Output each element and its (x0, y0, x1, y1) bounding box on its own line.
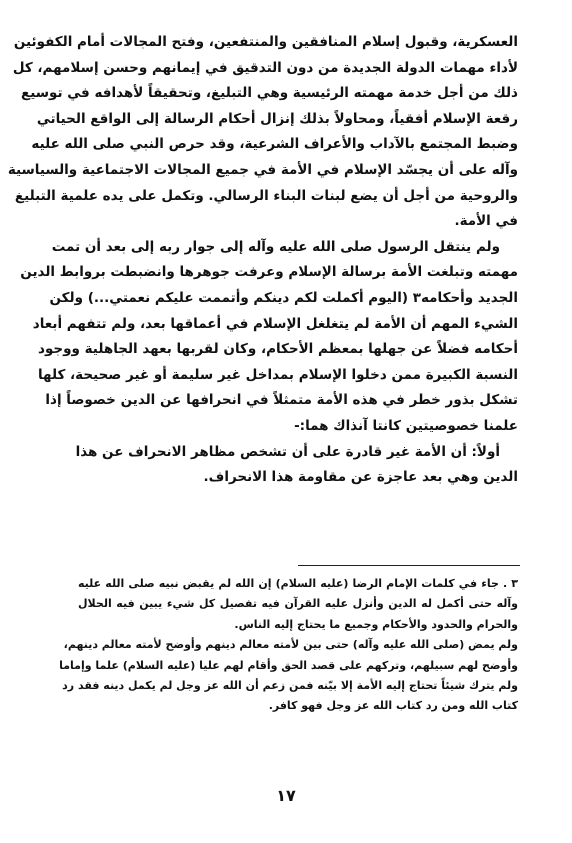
body-line: الشيء المهم أن الأمة لم يتغلغل الإسلام في أعماقها بعد، ولم تتفهم أبعاد (32, 315, 518, 332)
body-line: الجديد وأحكامه٣ (اليوم أكملت لكم دينكم وأتممت عليكم نعمتي...) ولكن (49, 289, 518, 306)
body-line: ولم ينتقل الرسول صلى الله عليه وآله إلى جوار ربه إلى بعد أن تمت (51, 238, 500, 255)
body-line: وآله على أن يجسّد الإسلام في الأمة في جميع المجالات الاجتماعية والسياسية (7, 161, 518, 178)
body-line: رقعة الإسلام أفقياً، ومحاولاً بذلك إنزال أحكام الرسالة إلى الواقع الحياتي (36, 110, 518, 127)
footnote-line: وآله حتى أكمل له الدين وأنزل عليه القرآن فيه تفصيل كل شيء يبين فيه الحلال (78, 597, 518, 611)
footnote-line: ٣ . جاء في كلمات الإمام الرضا (عليه السلام) إن الله لم يقبض نبيه صلى الله عليه (78, 577, 518, 590)
body-line: ذلك من أجل خدمة مهمته الرئيسية وهي التبليغ، وتحقيقاً لأهدافه في توسيع (21, 85, 518, 102)
body-line: في الأمة. (454, 213, 518, 230)
body-line: تشكل بذور خطر في هذه الأمة متمثلاً في انحرافها عن الدين خصوصاً إذا (45, 392, 518, 409)
body-line: لأداء مهمات الدولة الجديدة من دون التدقيق في إيمانهم وحسن إسلامهم، كل (12, 59, 518, 76)
body-line: الدين وهي بعد عاجزة عن مقاومة هذا الانحراف. (203, 469, 518, 486)
footnote-divider (298, 565, 520, 566)
footnote-line: والحرام والحدود والأحكام وجميع ما يحتاج إليه الناس. (234, 617, 518, 631)
main-text-block (7, 30, 518, 491)
footnote-line: وأوضح لهم سبيلهم، وتركهم على قصد الحق وأقام لهم عليا (عليه السلام) علما وإماما (59, 658, 518, 672)
body-line: والروحية من أجل أن يضع لبنات البناء الرسالي. وتكمل على يده علمية التبليغ (14, 187, 518, 204)
body-line: علمنا خصوصيتين كانتا آنذاك هما:- (294, 417, 518, 434)
body-line: أولاً: أن الأمة غير قادرة على أن تشخص مظاهر الانحراف عن هذا (75, 443, 500, 460)
body-line: مهمته وتبلغت الأمة برسالة الإسلام وعرفت جوهرها وانضبطت بروابط الدين (20, 264, 518, 281)
footnote-line: ولم يترك شيئاً تحتاج إليه الأمة إلا بيّنه فمن زعم أن الله عز وجل لم يكمل دينه فقد رد (62, 679, 518, 693)
body-line: النسبة الكبيرة ممن دخلوا الإسلام بمداخل غير سليمة أو غير صحيحة، كلها (37, 366, 518, 383)
page-number: ١٧ (276, 786, 296, 805)
footnotes-block (59, 574, 518, 717)
footnote-line: كتاب الله ومن رد كتاب الله عز وجل فهو كافر. (268, 699, 518, 713)
body-line: أحكامه فضلاً عن جهلها بمعظم الأحكام، وكان لقربها بعهد الجاهلية ووجود (38, 341, 518, 358)
body-line: وضبط المجتمع بالآداب والأعراف الشرعية، وقد حرص النبي صلى الله عليه (31, 136, 518, 153)
footnote-line: ولم يمض (صلى الله عليه وآله) حتى بين لأمته معالم دينهم وأوضح لأمته معالم دينهم، (63, 638, 518, 652)
body-line: العسكرية، وقبول إسلام المنافقين والمنتفعين، وفتح المجالات أمام الكفوئين (13, 34, 518, 50)
